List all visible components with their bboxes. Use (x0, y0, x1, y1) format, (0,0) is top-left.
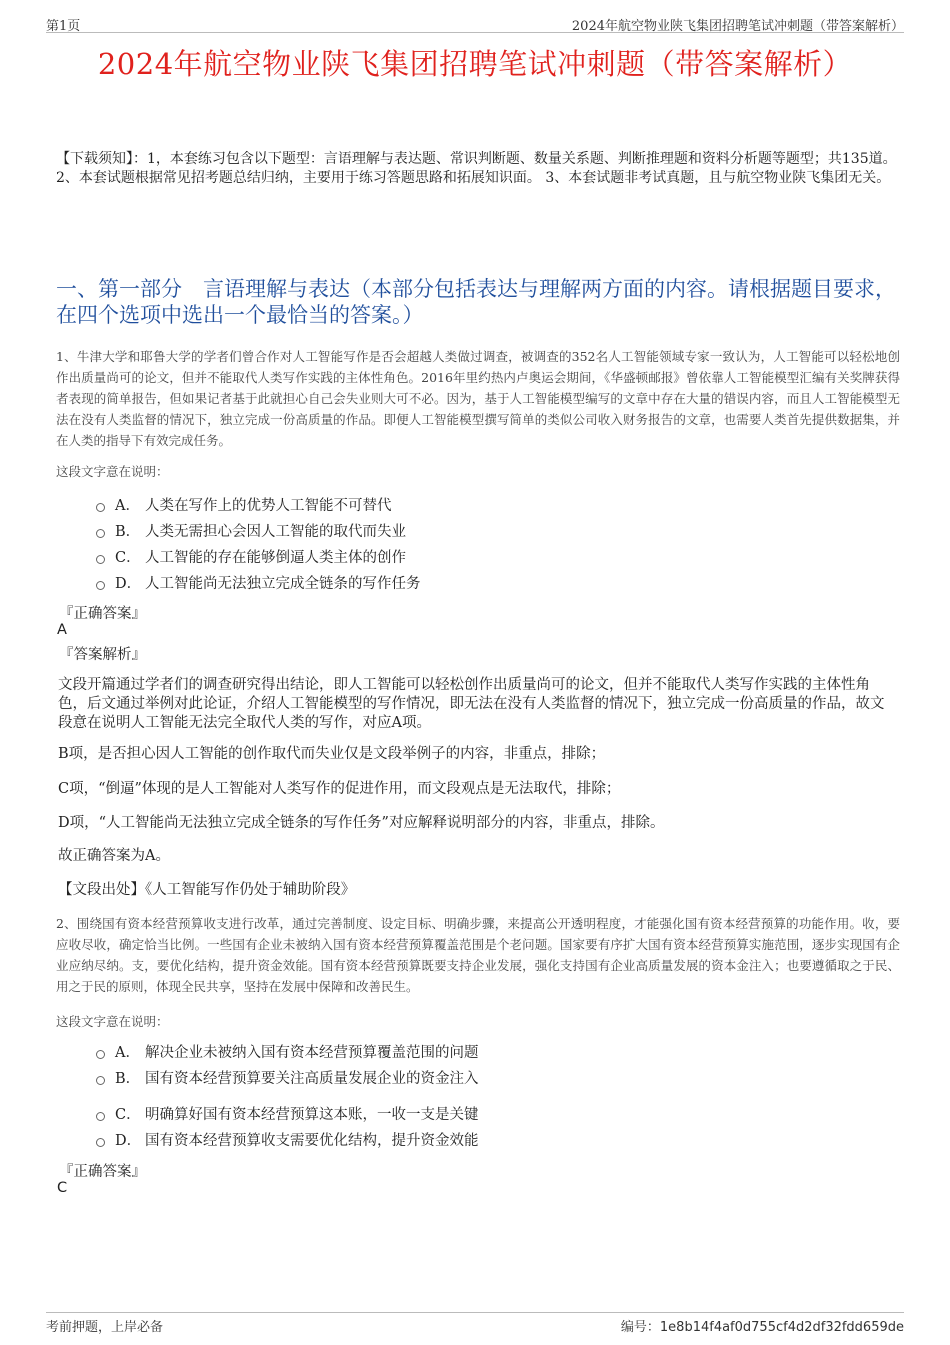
question-1-analysis-label: 『答案解析』 (59, 647, 146, 663)
question-2-option-a[interactable]: A． 解决企业未被纳入国有资本经营预算覆盖范围的问题 (96, 1043, 479, 1069)
page-header (46, 12, 904, 33)
question-2-answer: C (57, 1180, 68, 1196)
question-1-analysis-c: C项，“倒逼”体现的是人工智能对人类写作的促进作用，而文段观点是无法取代，排除； (58, 781, 621, 797)
question-1-option-b[interactable]: B． 人类无需担心会因人工智能的取代而失业 (96, 522, 421, 548)
question-1-answer: A (57, 622, 67, 638)
question-1-options (96, 496, 421, 600)
radio-icon[interactable] (96, 503, 105, 512)
question-2-option-b[interactable]: B． 国有资本经营预算要关注高质量发展企业的资金注入 (96, 1069, 479, 1095)
radio-icon[interactable] (96, 529, 105, 538)
question-1-analysis-b: B项，是否担心因人工智能的创作取代而失业仅是文段举例子的内容，非重点，排除； (58, 746, 606, 762)
question-1-option-c[interactable]: C． 人工智能的存在能够倒逼人类主体的创作 (96, 548, 421, 574)
question-1-text: 1、牛津大学和耶鲁大学的学者们曾合作对人工智能写作是否会超越人类做过调查，被调查的352名人工智能领域专家一致认为，人工智能可以轻松地创作出质量尚可的论文，但并不能取代人类写作实践的主体性角色。2016年里约热内卢奥运会期间，《华盛顿邮报》曾依靠人工智能模型汇编有关奖牌获得者表现的简单报告，但如果记者基于此就担心自己会失业则大可不必。因为，基于人工智能模型编写的文章中存在大量的错误内容，而且人工智能模型无法在没有人类监督的情况下，独立完成一份高质量的作品。即便人工智能模型撰写简单的类似公司收入财务报告的文章，也需要人类首先提供数据集，并在人类的指导下有效完成任务。 (56, 349, 900, 448)
radio-icon[interactable] (96, 1138, 105, 1147)
question-1-option-d[interactable]: D． 人工智能尚无法独立完成全链条的写作任务 (96, 574, 421, 600)
question-2-prompt: 这段文字意在说明： (56, 1014, 169, 1029)
download-notice: 【下载须知】：1，本套练习包含以下题型：言语理解与表达题、常识判断题、数量关系题、判断推理题和资料分析题等题型；共135道。 2、本套试题根据常见招考题总结归纳，主要用于练习答题思路和拓展知识面。 3、本套试题非考试真题，且与航空物业陕飞集团无关。 (56, 151, 897, 186)
question-1-analysis-d: D项，“人工智能尚无法独立完成全链条的写作任务”对应解释说明部分的内容，非重点，排除。 (58, 815, 665, 831)
radio-icon[interactable] (96, 1112, 105, 1121)
radio-icon[interactable] (96, 555, 105, 564)
question-1-prompt: 这段文字意在说明： (56, 464, 169, 479)
question-2-option-d[interactable]: D． 国有资本经营预算收支需要优化结构，提升资金效能 (96, 1131, 479, 1157)
question-1-source: 【文段出处】《人工智能写作仍处于辅助阶段》 (58, 882, 356, 898)
document-title: 2024年航空物业陕飞集团招聘笔试冲刺题（带答案解析） (97, 47, 853, 81)
question-2-answer-label: 『正确答案』 (59, 1164, 146, 1180)
radio-icon[interactable] (96, 1076, 105, 1085)
footer-code: 编号：1e8b14f4af0d755cf4d2df32fdd659de (620, 1320, 904, 1335)
question-1-option-a[interactable]: A． 人类在写作上的优势人工智能不可替代 (96, 496, 421, 522)
question-2-text: 2、围绕国有资本经营预算收支进行改革，通过完善制度、设定目标、明确步骤，来提高公开透明程度，才能强化国有资本经营预算的功能作用。收，要应收尽收，确定恰当比例。一些国有企业未被纳入国有资本经营预算覆盖范围是个老问题。国家要有序扩大国有资本经营预算实施范围，逐步实现国有企业应纳尽纳。支，要优化结构，提升资金效能。国有资本经营预算既要支持企业发展，强化支持国有企业高质量发展的资本金注入；也要遵循取之于民、用之于民的原则，体现全民共享，坚持在发展中保障和改善民生。 (56, 916, 900, 994)
running-title: 2024年航空物业陕飞集团招聘笔试冲刺题（带答案解析） (571, 19, 904, 34)
page-number: 第1页 (46, 19, 81, 34)
section-heading: 一、第一部分 言语理解与表达（本部分包括表达与理解两方面的内容。请根据题目要求，在四个选项中选出一个最恰当的答案。） (56, 277, 896, 327)
footer-slogan: 考前押题，上岸必备 (46, 1320, 164, 1335)
question-1-conclusion: 故正确答案为A。 (58, 848, 170, 864)
radio-icon[interactable] (96, 581, 105, 590)
question-2-options (96, 1043, 479, 1157)
radio-icon[interactable] (96, 1050, 105, 1059)
question-1-answer-label: 『正确答案』 (59, 606, 146, 622)
question-1-analysis-main: 文段开篇通过学者们的调查研究得出结论，即人工智能可以轻松创作出质量尚可的论文，但并不能取代人类写作实践的主体性角色，后文通过举例对此论证，介绍人工智能模型的写作情况，即无法在没有人类监督的情况下，独立完成一份高质量的作品，故文段意在说明人工智能无法完全取代人类的写作，对应A项。 (58, 677, 885, 731)
question-2-option-c[interactable]: C． 明确算好国有资本经营预算这本账，一收一支是关键 (96, 1105, 479, 1131)
page-footer (46, 1312, 904, 1335)
